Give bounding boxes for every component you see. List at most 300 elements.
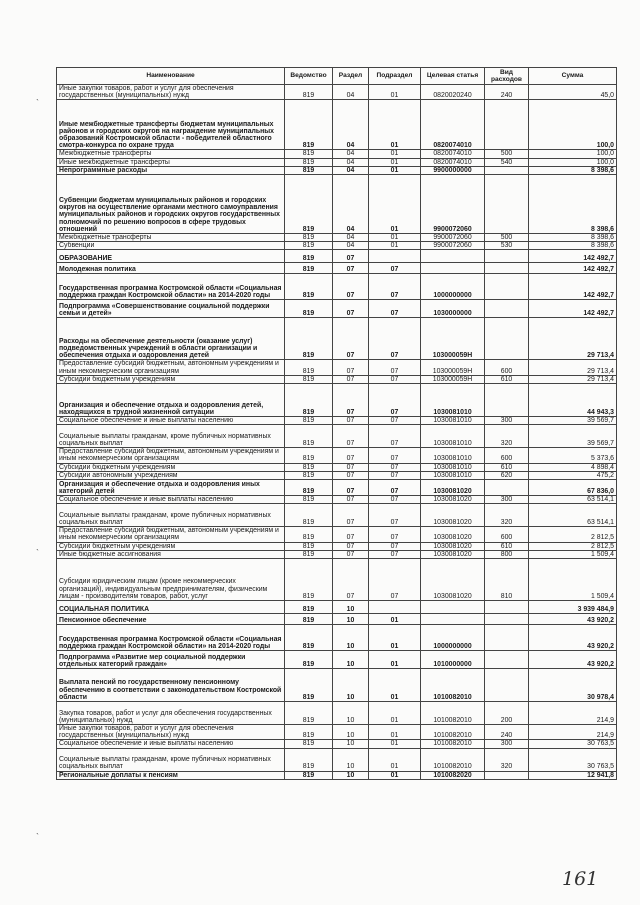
row-department: 819 (285, 263, 333, 274)
table-row (57, 150, 617, 158)
row-subsection: 01 (369, 150, 421, 158)
row-expense-type: 540 (485, 158, 529, 166)
row-name: Социальные выплаты гражданам, кроме публичных нормативных социальных выплат (57, 504, 285, 527)
row-expense-type: 600 (485, 448, 529, 463)
table-row (57, 504, 617, 527)
row-expense-type: 300 (485, 740, 529, 748)
row-name: Иные бюджетные ассигнования (57, 550, 285, 558)
row-expense-type: 320 (485, 504, 529, 527)
table-row (57, 614, 617, 625)
row-amount: 1 509,4 (529, 550, 617, 558)
row-department: 819 (285, 463, 333, 471)
row-amount: 142 492,7 (529, 300, 617, 318)
row-target-item (421, 614, 485, 625)
row-section: 04 (333, 158, 369, 166)
row-section: 07 (333, 375, 369, 383)
row-name: Предоставление субсидий бюджетным, автономным учреждениям и иным некоммерческим организациям (57, 360, 285, 375)
table-row (57, 471, 617, 479)
table-row (57, 463, 617, 471)
row-amount: 39 569,7 (529, 425, 617, 448)
row-expense-type: 300 (485, 417, 529, 425)
row-subsection: 01 (369, 771, 421, 779)
row-department: 819 (285, 384, 333, 417)
table-row (57, 263, 617, 274)
row-name: Государственная программа Костромской области «Социальная поддержка граждан Костромской области» на 2014-2020 годы (57, 274, 285, 300)
row-department: 819 (285, 542, 333, 550)
row-section: 07 (333, 550, 369, 558)
row-target-item: 103000059Н (421, 375, 485, 383)
row-amount: 5 373,6 (529, 448, 617, 463)
row-name: Социальное обеспечение и иные выплаты населению (57, 417, 285, 425)
row-department: 819 (285, 527, 333, 542)
row-target-item: 1030081020 (421, 559, 485, 601)
row-amount: 214,9 (529, 702, 617, 725)
row-amount: 8 398,6 (529, 175, 617, 234)
row-name: Выплата пенсий по государственному пенсионному обеспечению в соответствии с законодательством Костромской области (57, 669, 285, 702)
row-amount: 142 492,7 (529, 274, 617, 300)
table-row (57, 527, 617, 542)
row-amount: 30 763,5 (529, 748, 617, 771)
row-subsection: 01 (369, 100, 421, 150)
row-target-item: 1030081010 (421, 425, 485, 448)
row-expense-type: 620 (485, 471, 529, 479)
row-department: 819 (285, 274, 333, 300)
row-target-item: 9900072060 (421, 175, 485, 234)
table-row (57, 234, 617, 242)
row-subsection: 07 (369, 527, 421, 542)
row-expense-type: 610 (485, 542, 529, 550)
row-section: 07 (333, 471, 369, 479)
row-subsection: 07 (369, 417, 421, 425)
row-subsection: 01 (369, 669, 421, 702)
row-name: Региональные доплаты к пенсиям (57, 771, 285, 779)
row-section: 10 (333, 748, 369, 771)
row-expense-type (485, 771, 529, 779)
row-amount: 29 713,4 (529, 360, 617, 375)
row-department: 819 (285, 158, 333, 166)
row-target-item: 1000000000 (421, 274, 485, 300)
row-subsection (369, 601, 421, 614)
row-amount: 43 920,2 (529, 614, 617, 625)
header-expense-type: Вид расходов (485, 68, 529, 85)
table-row (57, 625, 617, 651)
row-target-item (421, 250, 485, 263)
row-target-item: 0820074010 (421, 100, 485, 150)
row-section: 07 (333, 263, 369, 274)
row-amount: 100,0 (529, 100, 617, 150)
row-amount: 8 398,6 (529, 242, 617, 250)
row-amount: 142 492,7 (529, 263, 617, 274)
row-expense-type: 810 (485, 559, 529, 601)
row-department: 819 (285, 471, 333, 479)
row-section: 07 (333, 318, 369, 360)
row-target-item (421, 263, 485, 274)
row-section: 07 (333, 425, 369, 448)
row-section: 04 (333, 85, 369, 100)
row-name: Расходы на обеспечение деятельности (оказание услуг) подведомственных учреждений в области организации и обеспечения отдыха и оздоровления детей (57, 318, 285, 360)
row-amount: 12 941,8 (529, 771, 617, 779)
row-amount: 29 713,4 (529, 318, 617, 360)
row-department: 819 (285, 360, 333, 375)
row-subsection: 01 (369, 748, 421, 771)
row-expense-type (485, 480, 529, 496)
row-subsection: 07 (369, 448, 421, 463)
row-subsection: 07 (369, 300, 421, 318)
row-name: ОБРАЗОВАНИЕ (57, 250, 285, 263)
row-department: 819 (285, 425, 333, 448)
row-amount: 39 569,7 (529, 417, 617, 425)
row-amount: 475,2 (529, 471, 617, 479)
row-name: Организация и обеспечение отдыха и оздоровления иных категорий детей (57, 480, 285, 496)
table-row (57, 175, 617, 234)
table-row (57, 166, 617, 174)
table-row (57, 85, 617, 100)
margin-mark: ` (36, 548, 39, 558)
row-subsection: 07 (369, 425, 421, 448)
row-expense-type (485, 651, 529, 669)
row-amount: 44 943,3 (529, 384, 617, 417)
row-amount: 214,9 (529, 725, 617, 740)
row-subsection: 07 (369, 471, 421, 479)
table-row (57, 300, 617, 318)
row-target-item: 0820074010 (421, 150, 485, 158)
row-department: 819 (285, 740, 333, 748)
row-name: Субвенции (57, 242, 285, 250)
row-target-item: 9900072060 (421, 234, 485, 242)
row-name: Иные межбюджетные трансферты (57, 158, 285, 166)
row-expense-type (485, 384, 529, 417)
row-expense-type: 320 (485, 425, 529, 448)
row-subsection: 07 (369, 480, 421, 496)
row-target-item: 0820074010 (421, 158, 485, 166)
table-row (57, 417, 617, 425)
row-section: 04 (333, 150, 369, 158)
row-target-item: 1030081020 (421, 496, 485, 504)
margin-mark: ` (36, 98, 39, 108)
row-target-item: 1030081020 (421, 504, 485, 527)
row-section: 07 (333, 448, 369, 463)
row-section: 10 (333, 614, 369, 625)
row-amount: 29 713,4 (529, 375, 617, 383)
row-expense-type: 800 (485, 550, 529, 558)
table-row (57, 740, 617, 748)
row-section: 10 (333, 740, 369, 748)
row-target-item: 1030081020 (421, 480, 485, 496)
header-amount: Сумма (529, 68, 617, 85)
row-expense-type: 600 (485, 527, 529, 542)
table-row (57, 725, 617, 740)
row-expense-type: 500 (485, 234, 529, 242)
header-department: Ведомство (285, 68, 333, 85)
row-section: 10 (333, 669, 369, 702)
row-amount: 8 398,6 (529, 166, 617, 174)
table-row (57, 559, 617, 601)
row-department: 819 (285, 601, 333, 614)
row-subsection: 07 (369, 318, 421, 360)
row-target-item: 0820020240 (421, 85, 485, 100)
row-name: Организация и обеспечение отдыха и оздоровления детей, находящихся в трудной жизненной ситуации (57, 384, 285, 417)
table-row (57, 550, 617, 558)
row-expense-type (485, 669, 529, 702)
row-department: 819 (285, 480, 333, 496)
row-expense-type: 200 (485, 702, 529, 725)
table-row (57, 651, 617, 669)
row-department: 819 (285, 496, 333, 504)
row-section: 04 (333, 166, 369, 174)
row-amount: 4 898,4 (529, 463, 617, 471)
row-amount: 1 509,4 (529, 559, 617, 601)
row-amount: 63 514,1 (529, 496, 617, 504)
table-row (57, 448, 617, 463)
row-target-item: 1010082010 (421, 748, 485, 771)
row-expense-type (485, 250, 529, 263)
row-subsection: 01 (369, 234, 421, 242)
row-expense-type (485, 263, 529, 274)
row-subsection: 01 (369, 740, 421, 748)
row-name: Закупка товаров, работ и услуг для обеспечения государственных (муниципальных) нужд (57, 702, 285, 725)
row-section: 07 (333, 559, 369, 601)
row-section: 10 (333, 651, 369, 669)
row-subsection: 07 (369, 384, 421, 417)
row-section: 07 (333, 527, 369, 542)
row-subsection: 07 (369, 463, 421, 471)
row-subsection: 07 (369, 496, 421, 504)
row-section: 07 (333, 250, 369, 263)
row-name: Субсидии юридическим лицам (кроме некоммерческих организаций), индивидуальным предпринимателям, физическим лицам - производителям товаров, работ, услуг (57, 559, 285, 601)
row-target-item: 1030081010 (421, 471, 485, 479)
row-section: 07 (333, 274, 369, 300)
row-name: Социальное обеспечение и иные выплаты населению (57, 496, 285, 504)
table-row (57, 384, 617, 417)
row-name: Подпрограмма «Развитие мер социальной поддержки отдельных категорий граждан» (57, 651, 285, 669)
row-name: Подпрограмма «Совершенствование социальной поддержки семьи и детей» (57, 300, 285, 318)
row-expense-type (485, 100, 529, 150)
table-row (57, 318, 617, 360)
table-row (57, 771, 617, 779)
table-row (57, 480, 617, 496)
row-name: Непрограммные расходы (57, 166, 285, 174)
row-subsection: 01 (369, 158, 421, 166)
row-name: Иные межбюджетные трансферты бюджетам муниципальных районов и городских округов на награждение муниципальных образований Костромской области - победителей областного смотра-конкурса по охране труда (57, 100, 285, 150)
row-section: 07 (333, 480, 369, 496)
table-row (57, 100, 617, 150)
row-subsection (369, 250, 421, 263)
row-target-item: 1030081010 (421, 463, 485, 471)
row-amount: 45,0 (529, 85, 617, 100)
row-name: Государственная программа Костромской области «Социальная поддержка граждан Костромской области» на 2014-2020 годы (57, 625, 285, 651)
row-department: 819 (285, 504, 333, 527)
row-section: 07 (333, 463, 369, 471)
row-department: 819 (285, 725, 333, 740)
row-subsection: 01 (369, 702, 421, 725)
table-row (57, 748, 617, 771)
row-amount: 100,0 (529, 158, 617, 166)
row-section: 10 (333, 601, 369, 614)
row-target-item: 1030000000 (421, 300, 485, 318)
row-name: Субсидии бюджетным учреждениям (57, 463, 285, 471)
row-department: 819 (285, 300, 333, 318)
row-target-item: 1010082010 (421, 740, 485, 748)
row-subsection: 01 (369, 166, 421, 174)
table-row (57, 360, 617, 375)
row-section: 10 (333, 702, 369, 725)
row-name: СОЦИАЛЬНАЯ ПОЛИТИКА (57, 601, 285, 614)
row-target-item: 1010082020 (421, 771, 485, 779)
row-target-item: 9900000000 (421, 166, 485, 174)
row-target-item: 1030081020 (421, 550, 485, 558)
row-subsection: 07 (369, 542, 421, 550)
budget-table (56, 67, 617, 780)
row-name: Межбюджетные трансферты (57, 150, 285, 158)
row-subsection: 01 (369, 651, 421, 669)
row-department: 819 (285, 651, 333, 669)
table-row (57, 496, 617, 504)
row-amount: 63 514,1 (529, 504, 617, 527)
row-department: 819 (285, 242, 333, 250)
table-header-row (57, 68, 617, 85)
row-target-item: 103000059Н (421, 318, 485, 360)
row-subsection: 01 (369, 625, 421, 651)
row-department: 819 (285, 614, 333, 625)
row-expense-type (485, 318, 529, 360)
row-subsection: 01 (369, 242, 421, 250)
row-amount: 43 920,2 (529, 651, 617, 669)
row-target-item: 9900072060 (421, 242, 485, 250)
header-target-item: Целевая статья (421, 68, 485, 85)
row-department: 819 (285, 85, 333, 100)
row-name: Субсидии бюджетным учреждениям (57, 375, 285, 383)
row-target-item: 1010000000 (421, 651, 485, 669)
row-department: 819 (285, 250, 333, 263)
row-name: Предоставление субсидий бюджетным, автономным учреждениям и иным некоммерческим организациям (57, 448, 285, 463)
row-department: 819 (285, 771, 333, 779)
table-row (57, 250, 617, 263)
row-section: 10 (333, 771, 369, 779)
row-department: 819 (285, 669, 333, 702)
row-name: Субвенции бюджетам муниципальных районов и городских округов на осуществление органами местного самоуправления муниципальных районов и городских округов государственных полномочий по решению вопросов в сфере трудовых отношений (57, 175, 285, 234)
row-name: Молодежная политика (57, 263, 285, 274)
row-expense-type (485, 614, 529, 625)
row-name: Иные закупки товаров, работ и услуг для обеспечения государственных (муниципальных) нужд (57, 725, 285, 740)
row-expense-type: 610 (485, 463, 529, 471)
row-expense-type: 530 (485, 242, 529, 250)
row-amount: 67 836,0 (529, 480, 617, 496)
row-department: 819 (285, 748, 333, 771)
row-target-item: 1030081010 (421, 417, 485, 425)
row-department: 819 (285, 625, 333, 651)
row-name: Социальные выплаты гражданам, кроме публичных нормативных социальных выплат (57, 748, 285, 771)
table-row (57, 375, 617, 383)
row-subsection: 07 (369, 559, 421, 601)
row-expense-type (485, 601, 529, 614)
row-department: 819 (285, 417, 333, 425)
row-expense-type (485, 166, 529, 174)
row-department: 819 (285, 100, 333, 150)
row-department: 819 (285, 166, 333, 174)
row-target-item: 1030081010 (421, 448, 485, 463)
row-subsection: 01 (369, 175, 421, 234)
row-expense-type (485, 625, 529, 651)
row-subsection: 01 (369, 725, 421, 740)
header-name: Наименование (57, 68, 285, 85)
row-section: 04 (333, 242, 369, 250)
row-amount: 142 492,7 (529, 250, 617, 263)
row-expense-type: 240 (485, 85, 529, 100)
row-expense-type: 610 (485, 375, 529, 383)
row-department: 819 (285, 448, 333, 463)
row-subsection: 07 (369, 263, 421, 274)
page-number: 161 (562, 868, 599, 890)
row-expense-type: 240 (485, 725, 529, 740)
row-amount: 100,0 (529, 150, 617, 158)
row-name: Социальное обеспечение и иные выплаты населению (57, 740, 285, 748)
table-row (57, 669, 617, 702)
row-section: 10 (333, 625, 369, 651)
row-expense-type: 500 (485, 150, 529, 158)
row-department: 819 (285, 234, 333, 242)
row-target-item: 1010082010 (421, 669, 485, 702)
margin-mark: ` (36, 832, 39, 842)
row-expense-type: 600 (485, 360, 529, 375)
row-name: Субсидии бюджетным учреждениям (57, 542, 285, 550)
row-name: Иные закупки товаров, работ и услуг для обеспечения государственных (муниципальных) нужд (57, 85, 285, 100)
row-target-item: 103000059Н (421, 360, 485, 375)
table-row (57, 242, 617, 250)
row-department: 819 (285, 559, 333, 601)
row-target-item: 1000000000 (421, 625, 485, 651)
table-row (57, 702, 617, 725)
row-target-item: 1010082010 (421, 702, 485, 725)
row-subsection: 07 (369, 504, 421, 527)
row-department: 819 (285, 150, 333, 158)
row-department: 819 (285, 175, 333, 234)
row-amount: 2 812,5 (529, 527, 617, 542)
row-section: 07 (333, 542, 369, 550)
table-row (57, 542, 617, 550)
row-subsection: 07 (369, 274, 421, 300)
row-section: 07 (333, 300, 369, 318)
row-expense-type (485, 175, 529, 234)
row-target-item: 1030081010 (421, 384, 485, 417)
row-subsection: 07 (369, 375, 421, 383)
row-expense-type: 320 (485, 748, 529, 771)
table-row (57, 601, 617, 614)
header-subsection: Подраздел (369, 68, 421, 85)
row-section: 07 (333, 496, 369, 504)
row-amount: 2 812,5 (529, 542, 617, 550)
row-section: 04 (333, 234, 369, 242)
row-section: 07 (333, 384, 369, 417)
row-section: 07 (333, 504, 369, 527)
row-amount: 30 978,4 (529, 669, 617, 702)
row-amount: 43 920,2 (529, 625, 617, 651)
row-subsection: 07 (369, 550, 421, 558)
row-department: 819 (285, 550, 333, 558)
row-expense-type (485, 300, 529, 318)
row-department: 819 (285, 318, 333, 360)
table-row (57, 425, 617, 448)
row-name: Социальные выплаты гражданам, кроме публичных нормативных социальных выплат (57, 425, 285, 448)
row-amount: 3 939 484,9 (529, 601, 617, 614)
table-row (57, 274, 617, 300)
row-amount: 30 763,5 (529, 740, 617, 748)
row-target-item: 1030081020 (421, 527, 485, 542)
row-name: Субсидии автономным учреждениям (57, 471, 285, 479)
row-section: 04 (333, 100, 369, 150)
row-name: Межбюджетные трансферты (57, 234, 285, 242)
row-subsection: 07 (369, 360, 421, 375)
row-amount: 8 398,6 (529, 234, 617, 242)
